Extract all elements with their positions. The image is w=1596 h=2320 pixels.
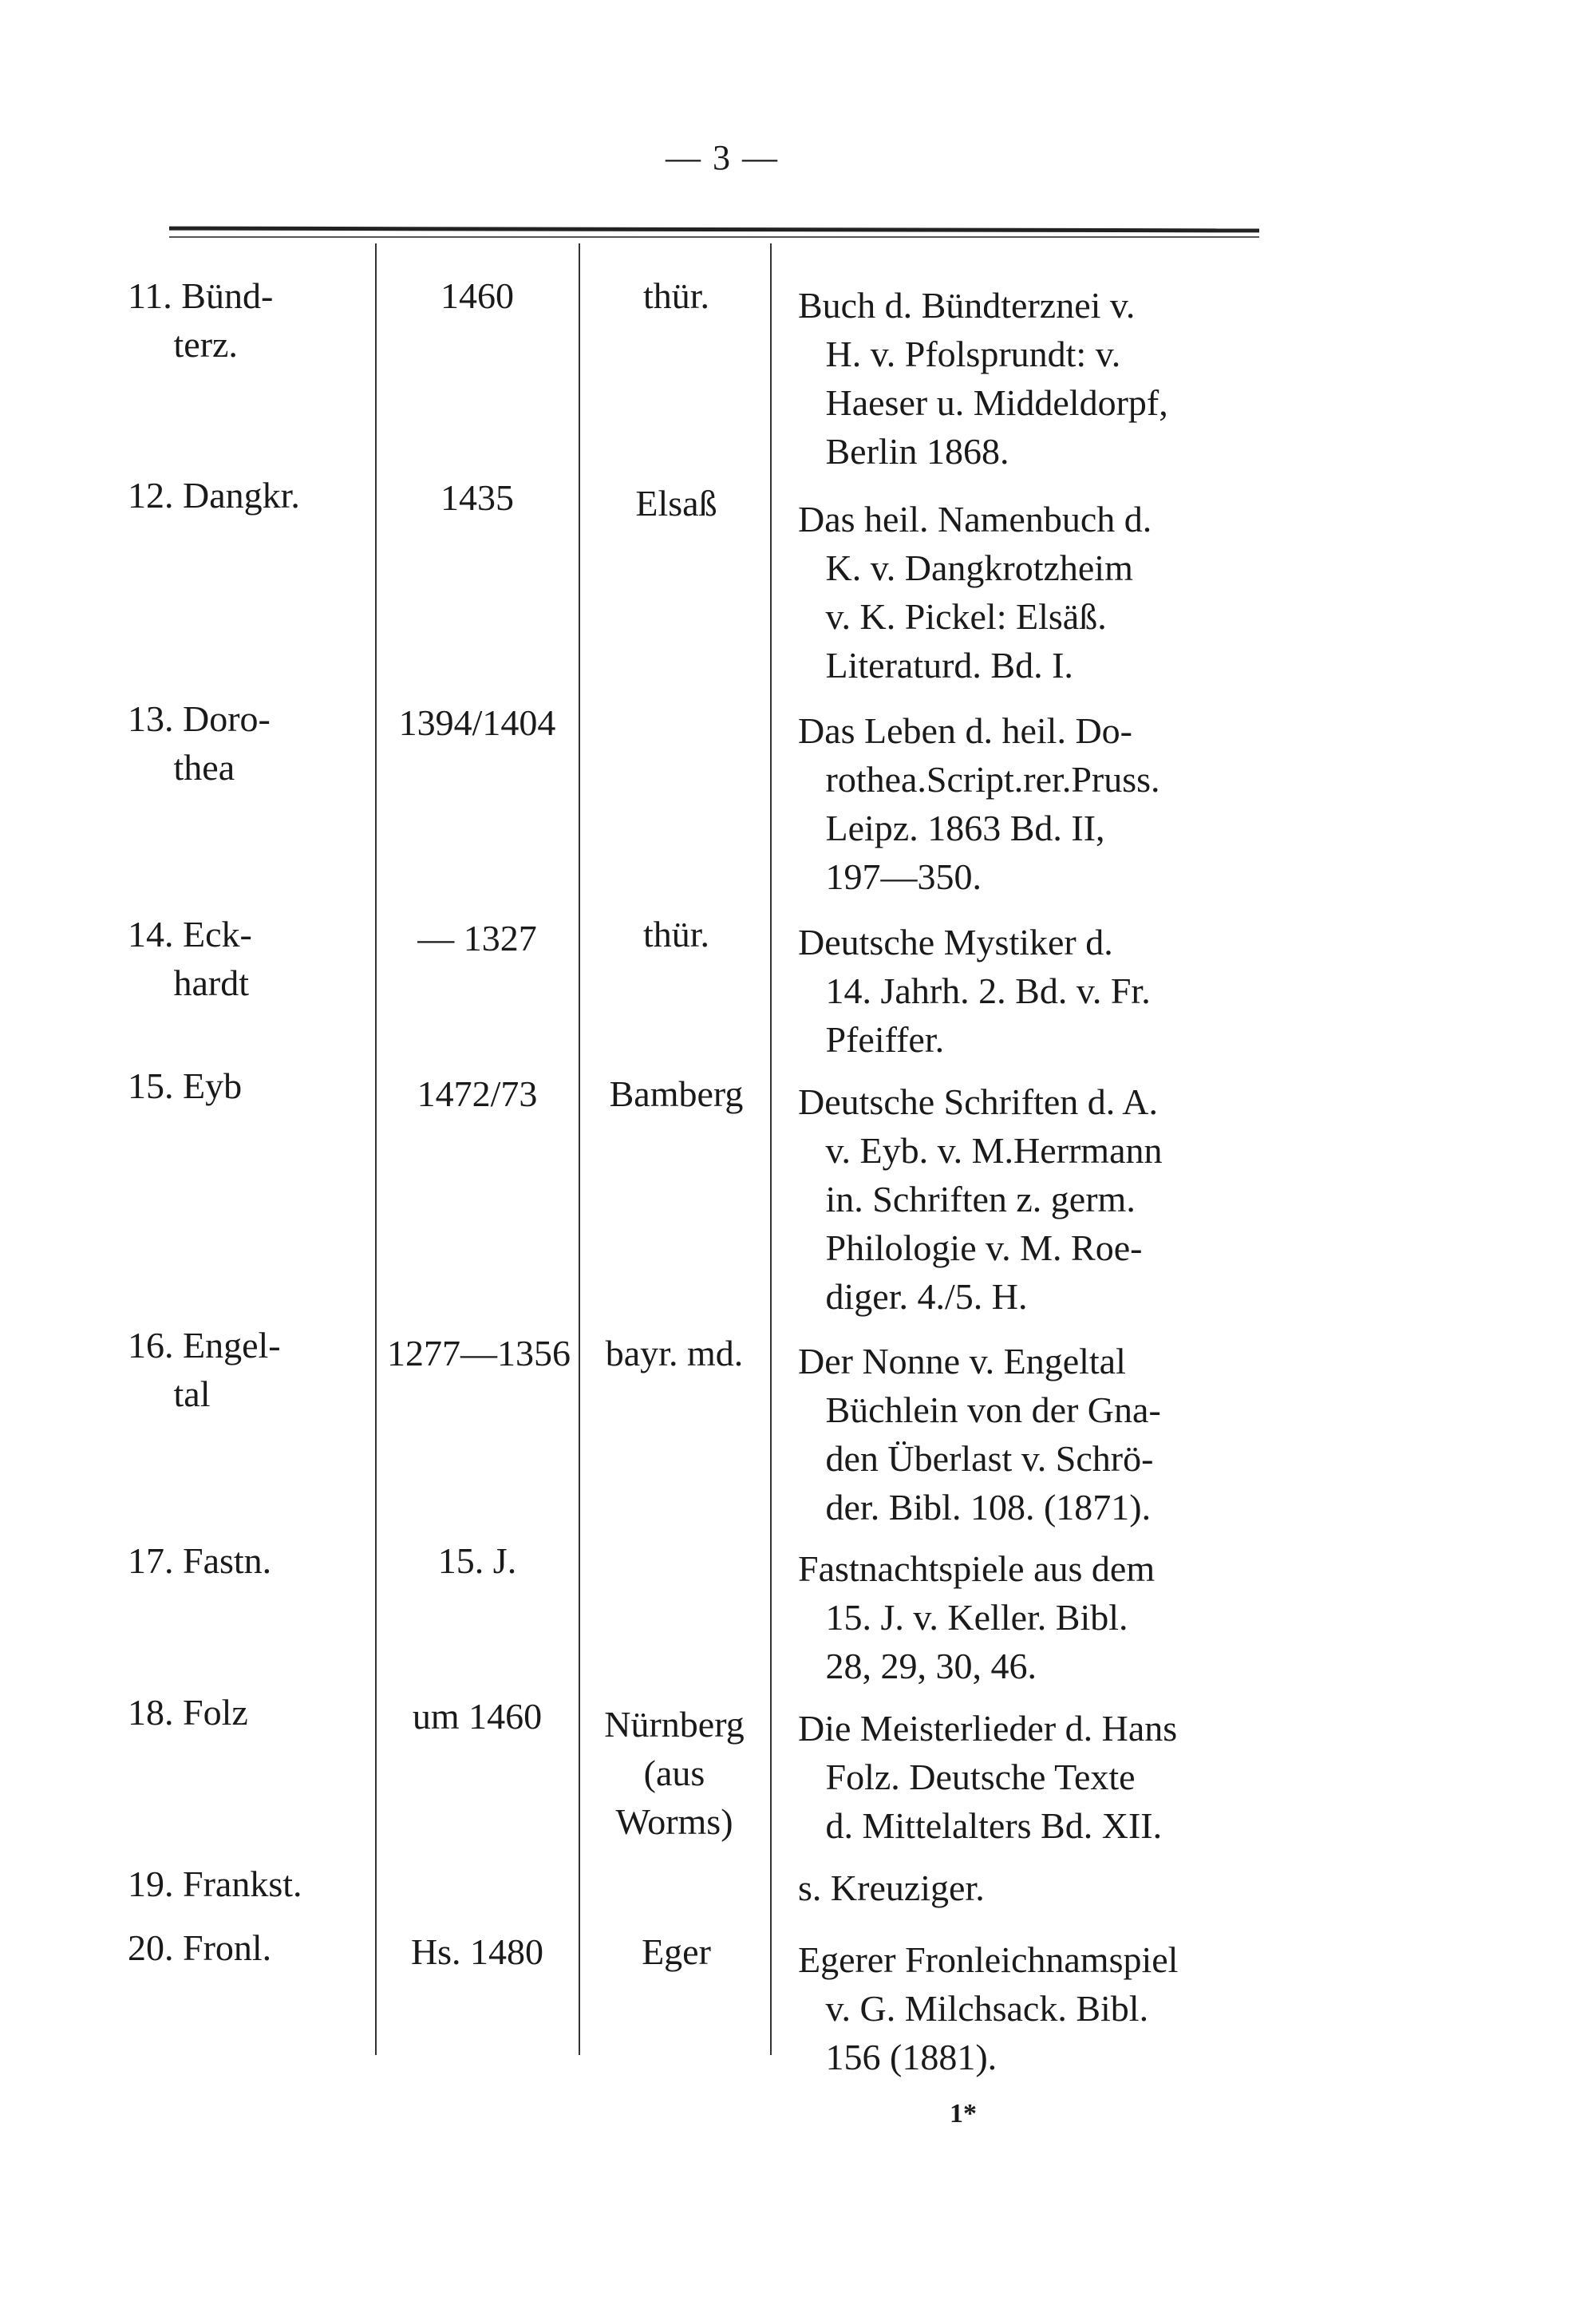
column-divider-3 [770,243,772,2055]
table-row-name: 11. Bünd- terz. [128,275,274,365]
table-row-region: thür. [642,275,710,316]
table-row-region: thür. [642,914,710,954]
column-divider-1 [375,243,377,2055]
table-row-source: Fastnachtspiele aus dem 15. J. v. Keller. Bibl. 28, 29, 30, 46. [798,1548,1156,1686]
table-row-source: s. Kreuziger. [798,1867,985,1908]
table-row-source: Deutsche Mystiker d. 14. Jahrh. 2. Bd. v. Fr. Pfeiffer. [798,922,1151,1060]
table-row-year: um 1460 [412,1696,543,1737]
table-row-region: Elsaß [635,483,717,524]
table-row-source: Der Nonne v. Engeltal Büchlein von der Gna- den Überlast v. Schrö- der. Bibl. 108. (1871). [798,1341,1161,1528]
table-row-name: 20. Fronl. [128,1927,272,1968]
table-row-year: 1460 [440,275,514,316]
table-row-year: 1394/1404 [398,702,556,743]
table-row-year: Hs. 1480 [410,1931,544,1972]
table-row-name: 19. Frankst. [128,1864,302,1904]
table-row-region: Eger [642,1931,711,1972]
header-rule [169,227,1259,233]
table-row-name: 17. Fastn. [128,1540,272,1581]
table-row-year: 1472/73 [417,1073,538,1114]
table-row-source: Die Meisterlieder d. Hans Folz. Deutsche Texte d. Mittelalters Bd. XII. [798,1708,1178,1846]
table-row-source: Buch d. Bündterznei v. H. v. Pfolsprundt: v. Haeser u. Middeldorpf, Berlin 1868. [798,285,1168,472]
table-row-region: Nürnberg (aus Worms) [604,1704,745,1842]
table-row-year: 1277—1356 [387,1333,571,1373]
table-row-name: 13. Doro- thea [128,698,271,788]
table-row-year: — 1327 [417,918,537,958]
table-row-year: 15. J. [437,1540,517,1581]
table-row-name: 16. Engel- tal [128,1325,281,1414]
table-row-region: Bamberg [609,1073,744,1114]
table-row-region: bayr. md. [605,1333,744,1373]
header-rule-thin [169,236,1259,238]
page-number: — 3 — [666,138,779,177]
table-row-source: Das Leben d. heil. Do- rothea.Script.rer.Pruss. Leipz. 1863 Bd. II, 197—350. [798,710,1160,897]
table-row-source: Egerer Fronleichnamspiel v. G. Milchsack. Bibl. 156 (1881). [798,1939,1179,2077]
table-row-source: Deutsche Schriften d. A. v. Eyb. v. M.Herrmann in. Schriften z. germ. Philologie v. M. Roe- diger. 4./5. H. [798,1081,1163,1317]
table-row-name: 15. Eyb [128,1065,243,1106]
signature-mark: 1* [950,2099,977,2128]
table-row-name: 14. Eck- hardt [128,914,252,1003]
table-row-source: Das heil. Namenbuch d. K. v. Dangkrotzheim v. K. Pickel: Elsäß. Literaturd. Bd. I. [798,499,1152,686]
table-row-name: 18. Folz [128,1692,248,1733]
table-row-name: 12. Dangkr. [128,475,300,516]
table-row-year: 1435 [440,477,514,518]
